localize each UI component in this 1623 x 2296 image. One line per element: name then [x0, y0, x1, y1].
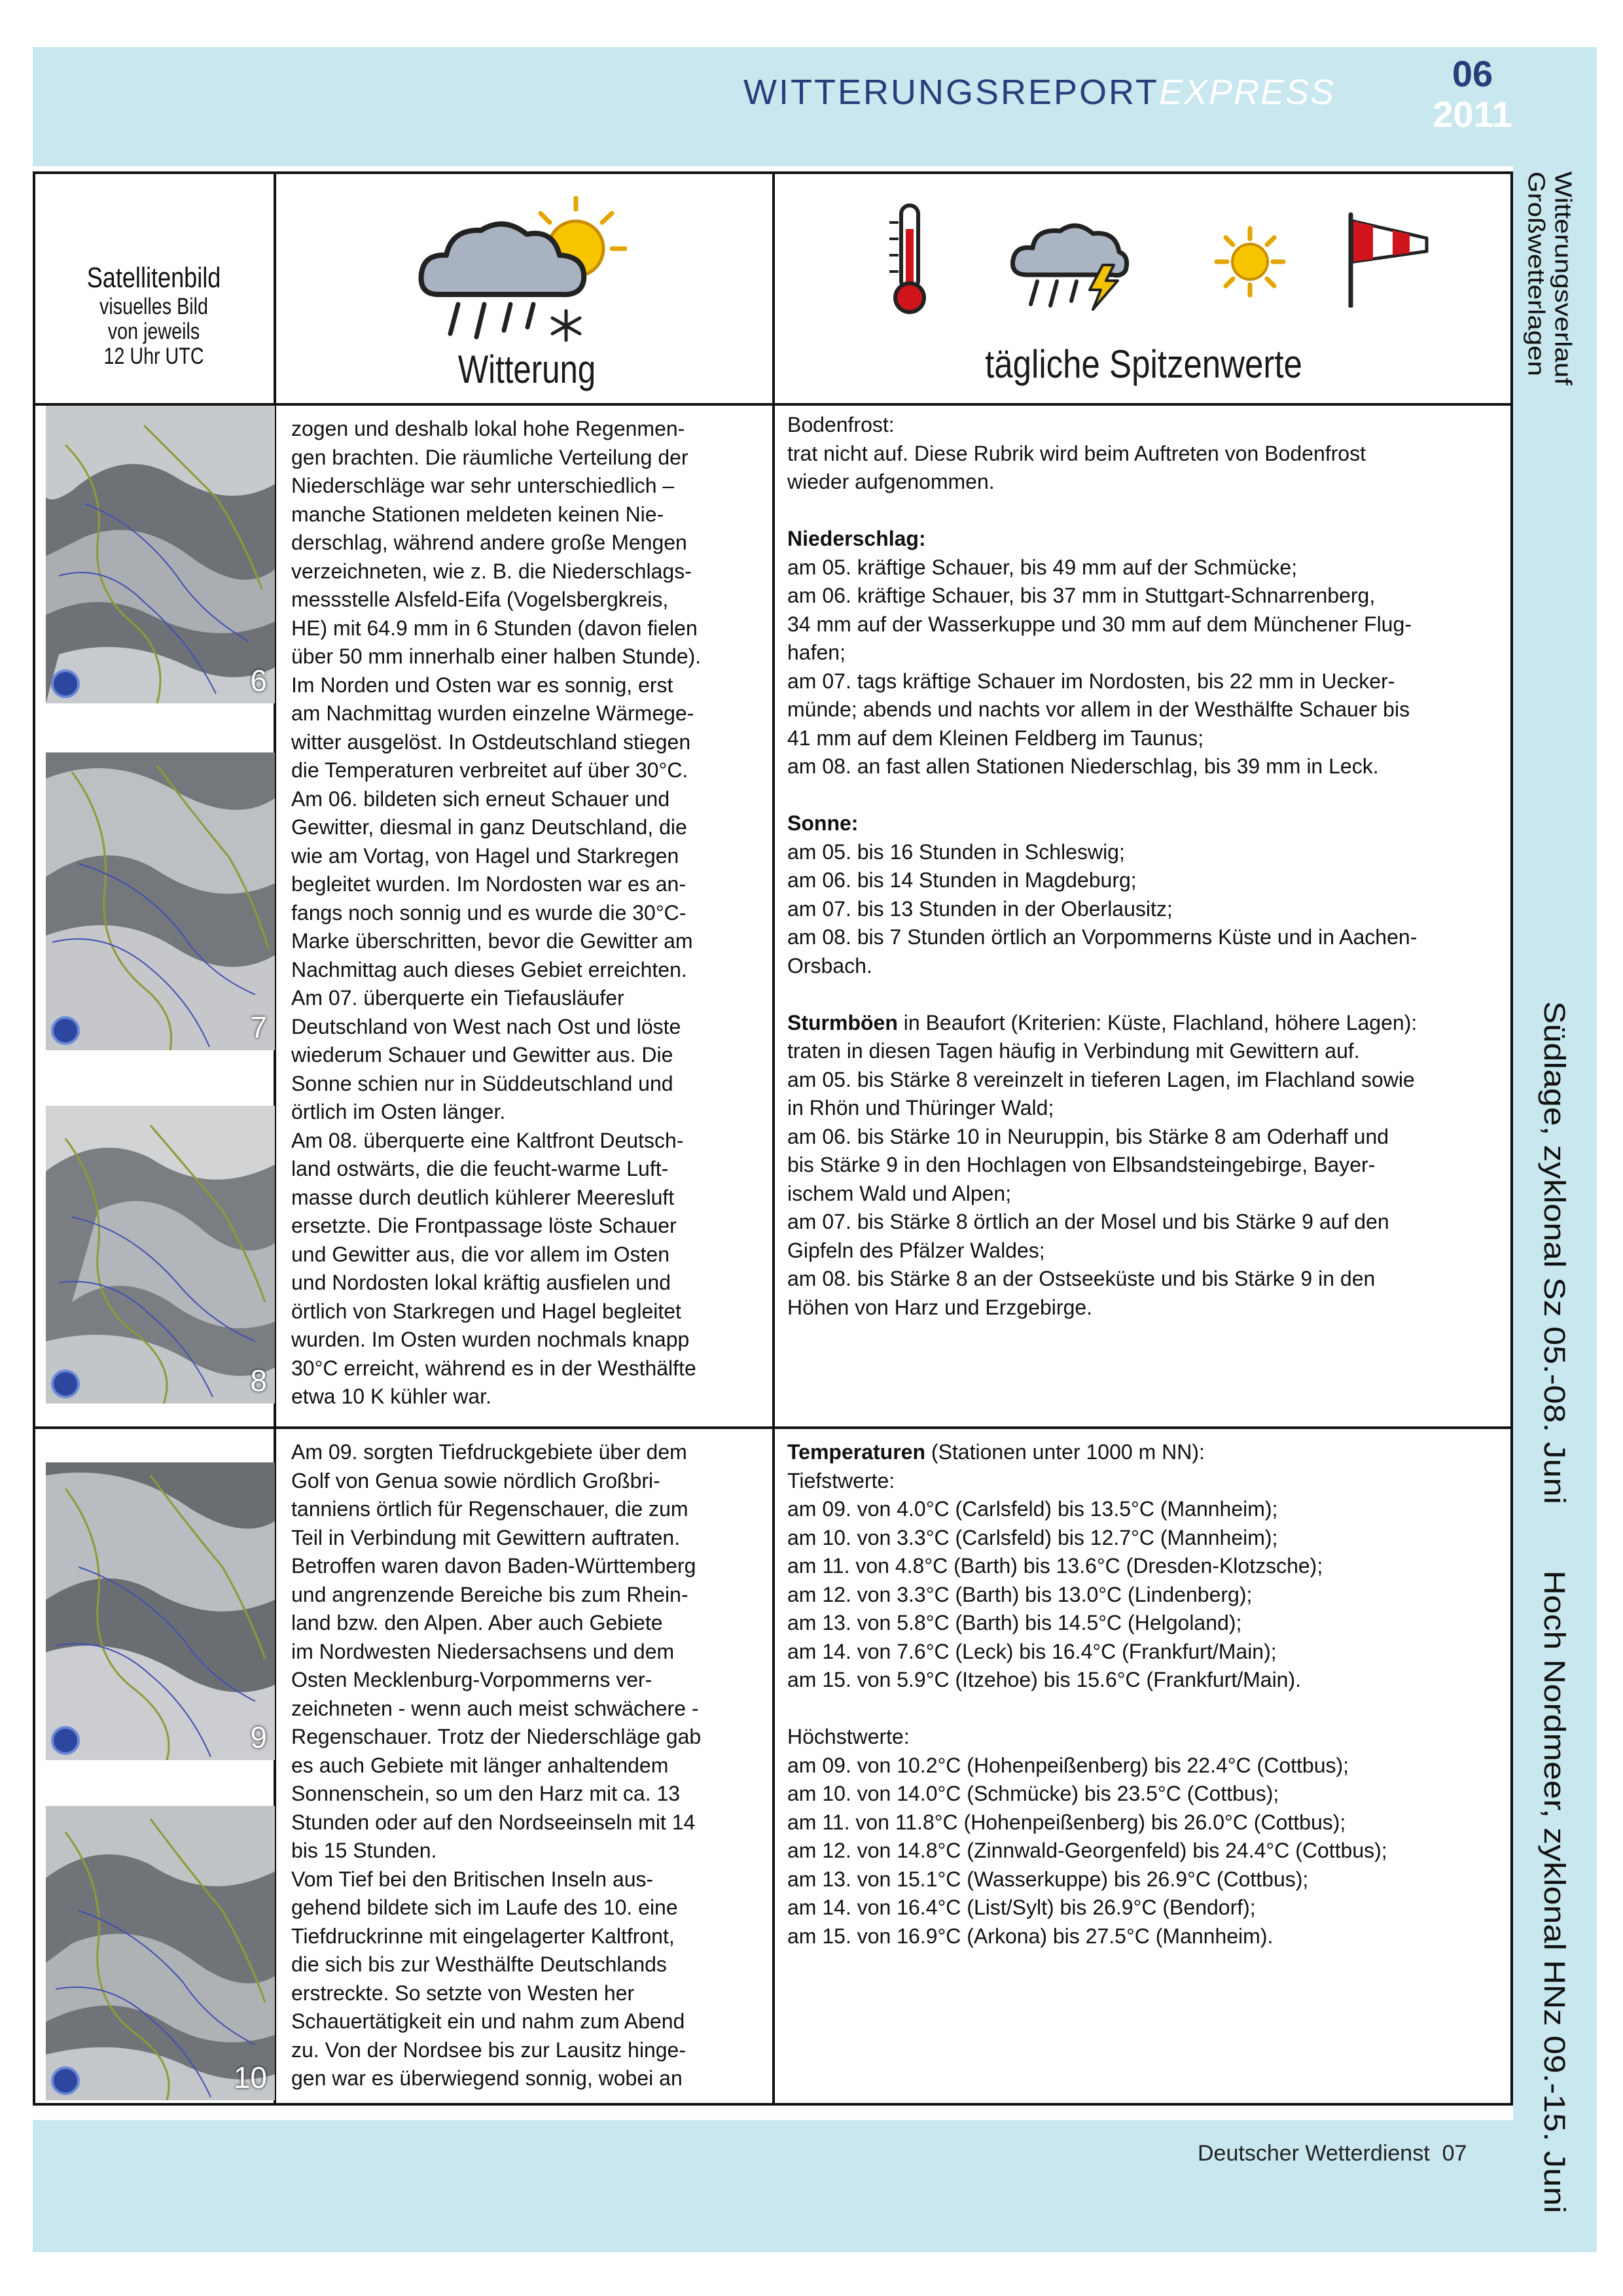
- peak-text: Orsbach.: [787, 953, 872, 978]
- peak-line: [787, 525, 1504, 554]
- satellite-subtitle-1: visuelles Bild: [99, 294, 208, 319]
- peak-line: [787, 1009, 1504, 1038]
- peak-line: [787, 1467, 1504, 1496]
- peak-text: Tiefstwerte:: [787, 1468, 895, 1492]
- brand-sub: EXPRESS: [1159, 73, 1336, 112]
- peak-text: am 05. bis 16 Stunden in Schleswig;: [787, 839, 1125, 864]
- peak-line: [787, 554, 1504, 582]
- table-right-border: [1510, 171, 1513, 2106]
- peak-line: [787, 923, 1504, 952]
- text-line: Deutschland von West nach Ost und löste: [291, 1014, 681, 1038]
- text-line: etwa 10 K kühler war.: [291, 1385, 491, 1408]
- satellite-day-label: 6: [250, 663, 267, 698]
- peak-line: [787, 1723, 1504, 1752]
- text-line: örtlich im Osten länger.: [291, 1100, 506, 1123]
- text-line: örtlich von Starkregen und Hagel begleitet: [291, 1299, 681, 1323]
- text-line: Golf von Genua sowie nördlich Großbri-: [291, 1468, 660, 1492]
- peak-text: wieder aufgenommen.: [787, 470, 995, 493]
- satellite-day-label: 7: [250, 1010, 267, 1044]
- peak-heading: Sturmböen: [787, 1010, 898, 1034]
- peak-text: am 05. bis Stärke 8 vereinzelt in tieferen Lagen, im Flachland sowie: [787, 1067, 1415, 1091]
- sun-icon: [1214, 226, 1286, 298]
- text-line: Am 09. sorgten Tiefdruckgebiete über dem: [291, 1440, 687, 1464]
- peak-line: [787, 980, 1504, 1009]
- footer: [1198, 2141, 1467, 2166]
- peak-text: am 08. bis 7 Stunden örtlich an Vorpommerns Küste und in Aachen-: [787, 925, 1418, 949]
- text-line: Sonnenschein, so um den Harz mit ca. 13: [291, 1782, 681, 1805]
- peak-text: am 08. an fast allen Stationen Niederschlag, bis 39 mm in Leck.: [787, 754, 1379, 778]
- text-line: HE) mit 64.9 mm in 6 Stunden (davon fielen: [291, 616, 698, 640]
- peak-text: am 11. von 4.8°C (Barth) bis 13.6°C (Dresden-Klotzsche);: [787, 1554, 1323, 1578]
- footer-page-number: 07: [1442, 2141, 1467, 2166]
- peak-text: am 09. von 4.0°C (Carlsfeld) bis 13.5°C (Mannheim);: [787, 1497, 1278, 1521]
- peak-line: [787, 1581, 1504, 1610]
- text-line: Stunden oder auf den Nordseeinseln mit 14: [291, 1810, 696, 1834]
- peak-line: [787, 1609, 1504, 1638]
- text-line: Vom Tief bei den Britischen Inseln aus-: [291, 1867, 654, 1891]
- text-line: die Temperaturen verbreitet auf über 30°C.: [291, 758, 688, 782]
- peak-text: Gipfeln des Pfälzer Waldes;: [787, 1238, 1045, 1262]
- peak-line: [787, 1837, 1504, 1865]
- text-line: Am 06. bildeten sich erneut Schauer und: [291, 786, 670, 811]
- peak-text: in Rhön und Thüringer Wald;: [787, 1096, 1054, 1120]
- text-line: derschlag, während andere große Mengen: [291, 531, 687, 554]
- peak-heading: Temperaturen: [787, 1440, 926, 1464]
- satellite-day-label: 10: [233, 2060, 267, 2094]
- text-line: wurden. Im Osten wurden nochmals knapp: [291, 1328, 690, 1351]
- text-line: Nachmittag auch dieses Gebiet erreichten.: [291, 957, 687, 981]
- text-line: witter ausgelöst. In Ostdeutschland stiegen: [291, 730, 691, 754]
- weather-text-section-1: [291, 415, 762, 1411]
- satellite-image-7: [46, 752, 275, 1050]
- peak-text: am 15. von 16.9°C (Arkona) bis 27.5°C (Mannheim).: [787, 1924, 1274, 1948]
- peak-line: [787, 1922, 1504, 1951]
- text-line: Betroffen waren davon Baden-Württemberg: [291, 1554, 696, 1578]
- text-line: gen war es überwiegend sonnig, wobei an: [291, 2066, 683, 2090]
- text-line: land bzw. den Alpen. Aber auch Gebiete: [291, 1611, 663, 1634]
- side-header-line2: Großwetterlagen: [1524, 171, 1550, 376]
- peak-text: am 06. bis Stärke 10 in Neuruppin, bis Stärke 8 am Oderhaff und: [787, 1124, 1389, 1148]
- text-line: zogen und deshalb lokal hohe Regenmen-: [291, 417, 685, 440]
- peak-line: [787, 1865, 1504, 1894]
- text-line: Teil in Verbindung mit Gewittern auftraten.: [291, 1525, 681, 1549]
- peak-text: am 09. von 10.2°C (Hohenpeißenberg) bis 22.4°C (Cottbus);: [787, 1753, 1349, 1777]
- peak-text: am 06. bis 14 Stunden in Magdeburg;: [787, 868, 1137, 892]
- peak-line: [787, 667, 1504, 696]
- text-line: und angrenzende Bereiche bis zum Rhein-: [291, 1582, 688, 1606]
- peak-line: [787, 752, 1504, 781]
- peak-text: am 13. von 5.8°C (Barth) bis 14.5°C (Helgoland);: [787, 1611, 1242, 1634]
- text-line: zeichneten - wenn auch meist schwächere -: [291, 1696, 699, 1720]
- peak-line: [787, 1695, 1504, 1723]
- peak-line: [787, 639, 1504, 667]
- peak-text: münde; abends und nachts vor allem in der Westhälfte Schauer bis: [787, 698, 1410, 721]
- peak-line: [787, 952, 1504, 981]
- text-line: Schauertätigkeit ein und nahm zum Abend: [291, 2009, 685, 2033]
- text-line: tanniens örtlich für Regenschauer, die zum: [291, 1497, 688, 1521]
- dwd-logo-icon: [51, 1369, 80, 1398]
- peak-line: [787, 1066, 1504, 1095]
- peak-line: [787, 781, 1504, 810]
- text-line: wie am Vortag, von Hagel und Starkregen: [291, 843, 679, 868]
- footer-publisher: Deutscher Wetterdienst: [1198, 2141, 1430, 2166]
- peak-text: 34 mm auf der Wasserkuppe und 30 mm auf dem Münchener Flug-: [787, 612, 1412, 636]
- text-line: begleitet wurden. Im Nordosten war es an-: [291, 872, 686, 896]
- text-line: verzeichneten, wie z. B. die Niederschlags-: [291, 559, 692, 583]
- peaks-text-section-2: [787, 1438, 1504, 1951]
- footer-band: [33, 2120, 1597, 2252]
- peak-text: trat nicht auf. Diese Rubrik wird beim Auftreten von Bodenfrost: [787, 441, 1366, 465]
- column-divider-2: [772, 171, 775, 2106]
- peak-line: [787, 1294, 1504, 1322]
- peak-line: [787, 1666, 1504, 1695]
- text-line: Marke überschritten, bevor die Gewitter am: [291, 929, 693, 953]
- brand-main: WITTERUNGSREPORT: [743, 73, 1160, 112]
- text-line: Am 07. überquerte ein Tiefausläufer: [291, 986, 624, 1010]
- peak-text: hafen;: [787, 641, 846, 664]
- peak-text: (Stationen unter 1000 m NN):: [925, 1440, 1205, 1464]
- peaks-text-section-1: [787, 411, 1504, 1322]
- dwd-logo-icon: [51, 1726, 80, 1755]
- peak-line: [787, 1094, 1504, 1123]
- issue-year: 2011: [1433, 94, 1512, 135]
- peak-text: am 15. von 5.9°C (Itzehoe) bis 15.6°C (Frankfurt/Main).: [787, 1668, 1302, 1691]
- text-line: Am 08. überquerte eine Kaltfront Deutsch-: [291, 1128, 684, 1152]
- text-line: die sich bis zur Westhälfte Deutschlands: [291, 1952, 667, 1976]
- peak-line: [787, 1809, 1504, 1837]
- peak-line: [787, 1552, 1504, 1581]
- cloud-sun-rain-snow-icon: [412, 196, 628, 347]
- text-line: fangs noch sonnig und es wurde die 30°C-: [291, 900, 687, 925]
- satellite-subtitle-3: 12 Uhr UTC: [103, 344, 204, 369]
- peak-text: am 07. bis Stärke 8 örtlich an der Mosel und bis Stärke 9 auf den: [787, 1210, 1389, 1233]
- weather-text-section-2: [291, 1438, 762, 2093]
- text-line: Gewitter, diesmal in ganz Deutschland, die: [291, 815, 687, 839]
- peak-line: [787, 724, 1504, 753]
- text-line: land ostwärts, die die feucht-warme Luft-: [291, 1157, 669, 1180]
- peak-text: am 14. von 7.6°C (Leck) bis 16.4°C (Frankfurt/Main);: [787, 1639, 1277, 1663]
- text-line: Niederschläge war sehr unterschiedlich –: [291, 474, 675, 497]
- peak-line: [787, 1123, 1504, 1152]
- peak-text: am 14. von 16.4°C (List/Sylt) bis 26.9°C (Bendorf);: [787, 1896, 1256, 1919]
- satellite-image-10: [46, 1806, 275, 2100]
- peak-line: [787, 1780, 1504, 1809]
- peak-line: [787, 895, 1504, 924]
- windsock-icon: [1342, 209, 1433, 308]
- peak-text: Bodenfrost:: [787, 413, 895, 436]
- text-line: ersetzte. Die Frontpassage löste Schauer: [291, 1214, 677, 1237]
- text-line: bis 15 Stunden.: [291, 1839, 437, 1862]
- satellite-subtitle-2: von jeweils: [107, 319, 200, 344]
- peak-text: am 11. von 11.8°C (Hohenpeißenberg) bis 26.0°C (Cottbus);: [787, 1810, 1346, 1834]
- peak-line: [787, 1208, 1504, 1237]
- peak-line: [787, 1037, 1504, 1066]
- peak-line: [787, 809, 1504, 838]
- peak-text: am 10. von 14.0°C (Schmücke) bis 23.5°C (Cottbus);: [787, 1782, 1279, 1805]
- table-left-border: [33, 171, 35, 2106]
- peak-text: am 12. von 3.3°C (Barth) bis 13.0°C (Lindenberg);: [787, 1582, 1253, 1606]
- satellite-header: [46, 262, 262, 369]
- thunderstorm-cloud-icon: [1008, 213, 1132, 311]
- text-line: erstreckte. So setzte von Westen her: [291, 1981, 635, 2005]
- peak-text: am 12. von 14.8°C (Zinnwald-Georgenfeld) bis 24.4°C (Cottbus);: [787, 1839, 1387, 1862]
- text-line: über 50 mm innerhalb einer halben Stunde).: [291, 645, 702, 668]
- peaks-column-title: tägliche Spitzenwerte: [985, 342, 1302, 386]
- report-title: [743, 72, 1335, 113]
- peak-line: [787, 1237, 1504, 1265]
- grosswetterlage-section-1: Südlage, zyklonal Sz 05.-08. Juni: [1537, 1001, 1571, 1504]
- peak-line: [787, 1524, 1504, 1553]
- peak-line: [787, 468, 1504, 497]
- text-line: Osten Mecklenburg-Vorpommerns ver-: [291, 1668, 652, 1691]
- weather-column-title: Witterung: [457, 347, 596, 391]
- text-line: wiederum Schauer und Gewitter aus. Die: [291, 1043, 673, 1067]
- satellite-image-8: [46, 1106, 275, 1404]
- dwd-logo-icon: [51, 1016, 80, 1045]
- side-header-line1: Witterungsverlauf: [1550, 171, 1577, 385]
- grosswetterlage-section-2: Hoch Nordmeer, zyklonal HNz 09.-15. Juni: [1537, 1570, 1571, 2214]
- text-line: masse durch deutlich kühlerer Meeresluft: [291, 1185, 675, 1209]
- peak-line: [787, 1438, 1504, 1467]
- peak-line: [787, 411, 1504, 440]
- peak-line: [787, 1752, 1504, 1780]
- text-line: zu. Von der Nordsee bis zur Lausitz hinge-: [291, 2038, 686, 2062]
- peak-text: Höchstwerte:: [787, 1725, 910, 1748]
- peak-line: [787, 1638, 1504, 1667]
- satellite-day-label: 9: [250, 1720, 267, 1754]
- satellite-image-9: [46, 1462, 275, 1760]
- satellite-day-label: 8: [250, 1364, 267, 1398]
- dwd-logo-icon: [51, 669, 80, 698]
- peak-text: am 13. von 15.1°C (Wasserkuppe) bis 26.9°C (Cottbus);: [787, 1867, 1309, 1891]
- peak-text: am 05. kräftige Schauer, bis 49 mm auf der Schmücke;: [787, 555, 1298, 579]
- peak-line: [787, 440, 1504, 468]
- peak-text: traten in diesen Tagen häufig in Verbindung mit Gewittern auf.: [787, 1039, 1360, 1063]
- peak-line: [787, 582, 1504, 610]
- text-line: und Nordosten lokal kräftig ausfielen und: [291, 1271, 671, 1294]
- peak-line: [787, 838, 1504, 867]
- peak-text: am 08. bis Stärke 8 an der Ostseeküste und bis Stärke 9 in den: [787, 1267, 1376, 1290]
- peak-line: [787, 696, 1504, 724]
- peak-heading: Niederschlag:: [787, 527, 926, 550]
- peak-text: in Beaufort (Kriterien: Küste, Flachland, höhere Lagen):: [897, 1010, 1418, 1034]
- peak-line: [787, 866, 1504, 895]
- satellite-title: Satellitenbild: [86, 262, 221, 294]
- peak-line: [787, 610, 1504, 639]
- peak-line: [787, 497, 1504, 525]
- text-line: Regenschauer. Trotz der Niederschläge gab: [291, 1725, 702, 1748]
- satellite-image-6: [46, 406, 275, 703]
- text-line: 30°C erreicht, während es in der Westhälfte: [291, 1356, 696, 1380]
- text-line: im Nordwesten Niedersachsens und dem: [291, 1639, 675, 1663]
- issue-number: 06: [1452, 53, 1493, 94]
- peak-text: am 10. von 3.3°C (Carlsfeld) bis 12.7°C (Mannheim);: [787, 1525, 1278, 1549]
- peak-text: Höhen von Harz und Erzgebirge.: [787, 1295, 1093, 1319]
- text-line: und Gewitter aus, die vor allem im Osten: [291, 1242, 670, 1266]
- dwd-logo-icon: [51, 2066, 80, 2095]
- peak-text: 41 mm auf dem Kleinen Feldberg im Taunus;: [787, 726, 1204, 750]
- peak-line: [787, 1180, 1504, 1209]
- peak-text: bis Stärke 9 in den Hochlagen von Elbsandsteingebirge, Bayer-: [787, 1153, 1376, 1176]
- text-line: Im Norden und Osten war es sonnig, erst: [291, 673, 673, 697]
- peak-heading: Sonne:: [787, 811, 859, 835]
- peak-text: am 07. bis 13 Stunden in der Oberlausitz;: [787, 896, 1173, 921]
- text-line: Tiefdruckrinne mit eingelagerter Kaltfront,: [291, 1924, 675, 1948]
- peak-text: am 06. kräftige Schauer, bis 37 mm in Stuttgart-Schnarrenberg,: [787, 584, 1376, 607]
- peak-line: [787, 1495, 1504, 1524]
- text-line: manche Stationen meldeten keinen Nie-: [291, 502, 664, 526]
- text-line: gen brachten. Die räumliche Verteilung der: [291, 445, 688, 469]
- peak-line: [787, 1151, 1504, 1180]
- peak-line: [787, 1894, 1504, 1922]
- issue-badge: [1427, 54, 1518, 135]
- text-line: gehend bildete sich im Laufe des 10. eine: [291, 1896, 678, 1919]
- thermometer-icon: [887, 203, 933, 314]
- text-line: am Nachmittag wurden einzelne Wärmege-: [291, 701, 694, 725]
- peak-text: am 07. tags kräftige Schauer im Nordosten, bis 22 mm in Uecker-: [787, 669, 1395, 693]
- text-line: messstelle Alsfeld-Eifa (Vogelsbergkreis,: [291, 588, 669, 611]
- text-line: Sonne schien nur in Süddeutschland und: [291, 1071, 673, 1095]
- text-line: es auch Gebiete mit länger anhaltendem: [291, 1753, 669, 1777]
- peak-text: ischem Wald und Alpen;: [787, 1181, 1012, 1205]
- side-header: [1523, 171, 1577, 385]
- peak-line: [787, 1265, 1504, 1294]
